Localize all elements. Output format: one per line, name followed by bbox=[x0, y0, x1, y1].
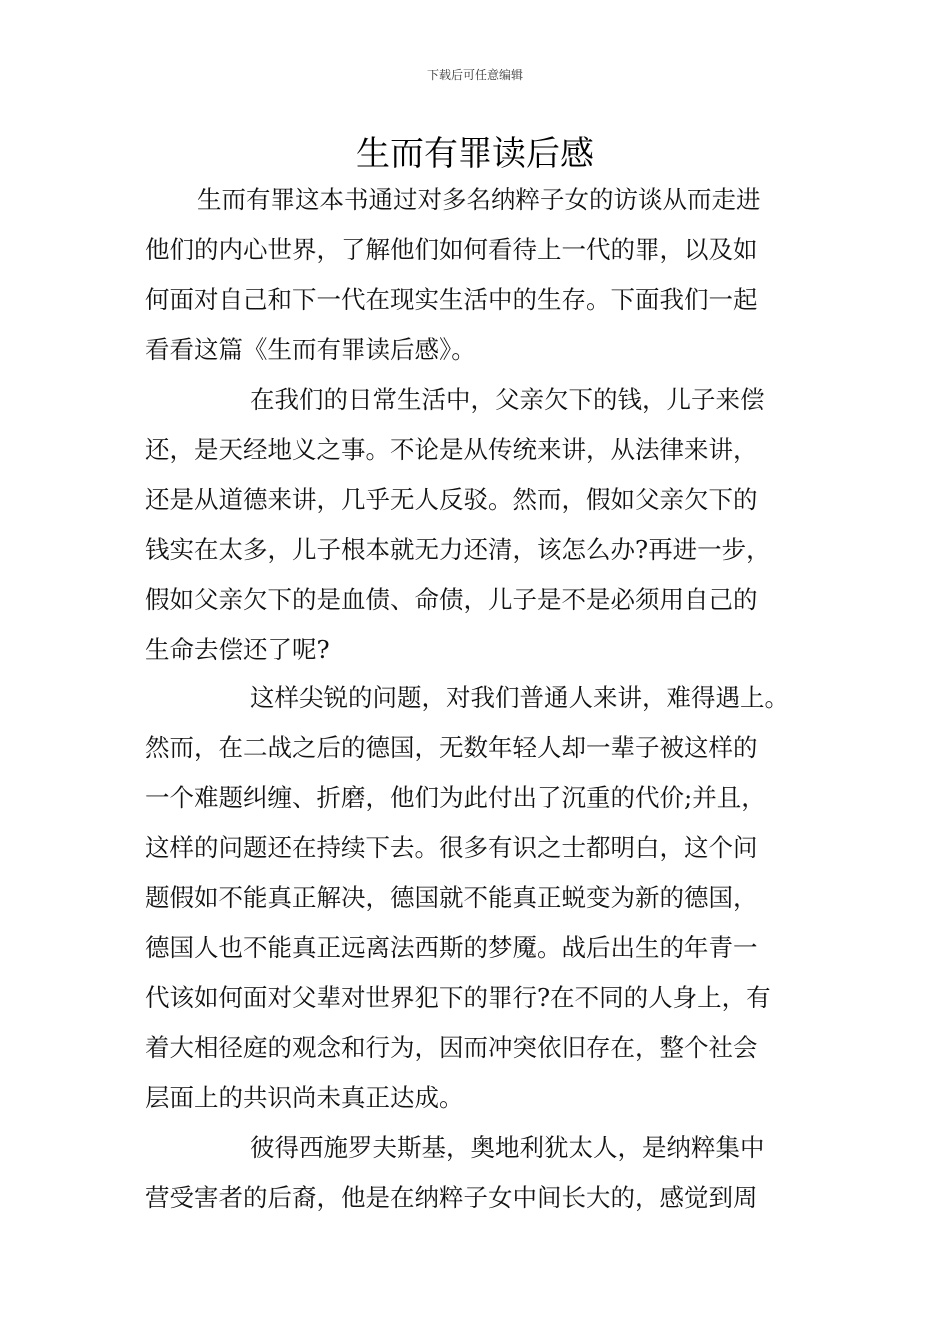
text-line: 他们的内心世界，了解他们如何看待上一代的罪，以及如 bbox=[145, 235, 758, 264]
text-line: 营受害者的后裔，他是在纳粹子女中间长大的，感觉到周 bbox=[145, 1183, 758, 1212]
text-line: 一个难题纠缠、折磨，他们为此付出了沉重的代价;并且， bbox=[145, 783, 766, 812]
text-line: 德国人也不能真正远离法西斯的梦魇。战后出生的年青一 bbox=[145, 933, 758, 962]
text-line: 钱实在太多，儿子根本就无力还清，该怎么办?再进一步， bbox=[145, 535, 771, 564]
text-line: 还，是天经地义之事。不论是从传统来讲，从法律来讲， bbox=[145, 435, 758, 464]
text-line: 层面上的共识尚未真正达成。 bbox=[145, 1083, 464, 1112]
text-line: 题假如不能真正解决，德国就不能真正蜕变为新的德国， bbox=[145, 883, 758, 912]
text-line: 代该如何面对父辈对世界犯下的罪行?在不同的人身上，有 bbox=[145, 983, 771, 1012]
text-line: 假如父亲欠下的是血债、命债，儿子是不是必须用自己的 bbox=[145, 585, 758, 614]
text-line: 还是从道德来讲，几乎无人反驳。然而，假如父亲欠下的 bbox=[145, 485, 758, 514]
text-line: 看看这篇《生而有罪读后感》。 bbox=[145, 335, 476, 364]
text-line: 生而有罪这本书通过对多名纳粹子女的访谈从而走进 bbox=[197, 185, 761, 214]
text-line: 这样尖锐的问题，对我们普通人来讲，难得遇上。 bbox=[250, 683, 789, 712]
document-title: 生而有罪读后感 bbox=[356, 134, 594, 174]
text-line: 然而，在二战之后的德国，无数年轻人却一辈子被这样的 bbox=[145, 733, 758, 762]
text-line: 着大相径庭的观念和行为，因而冲突依旧存在，整个社会 bbox=[145, 1033, 758, 1062]
download-note: 下载后可任意编辑 bbox=[426, 68, 523, 82]
text-line: 这样的问题还在持续下去。很多有识之士都明白，这个问 bbox=[145, 833, 758, 862]
text-line: 彼得西施罗夫斯基，奥地利犹太人，是纳粹集中 bbox=[250, 1133, 765, 1162]
text-line: 生命去偿还了呢? bbox=[145, 635, 330, 664]
text-line: 在我们的日常生活中，父亲欠下的钱，儿子来偿 bbox=[250, 385, 765, 414]
text-line: 何面对自己和下一代在现实生活中的生存。下面我们一起 bbox=[145, 285, 758, 314]
